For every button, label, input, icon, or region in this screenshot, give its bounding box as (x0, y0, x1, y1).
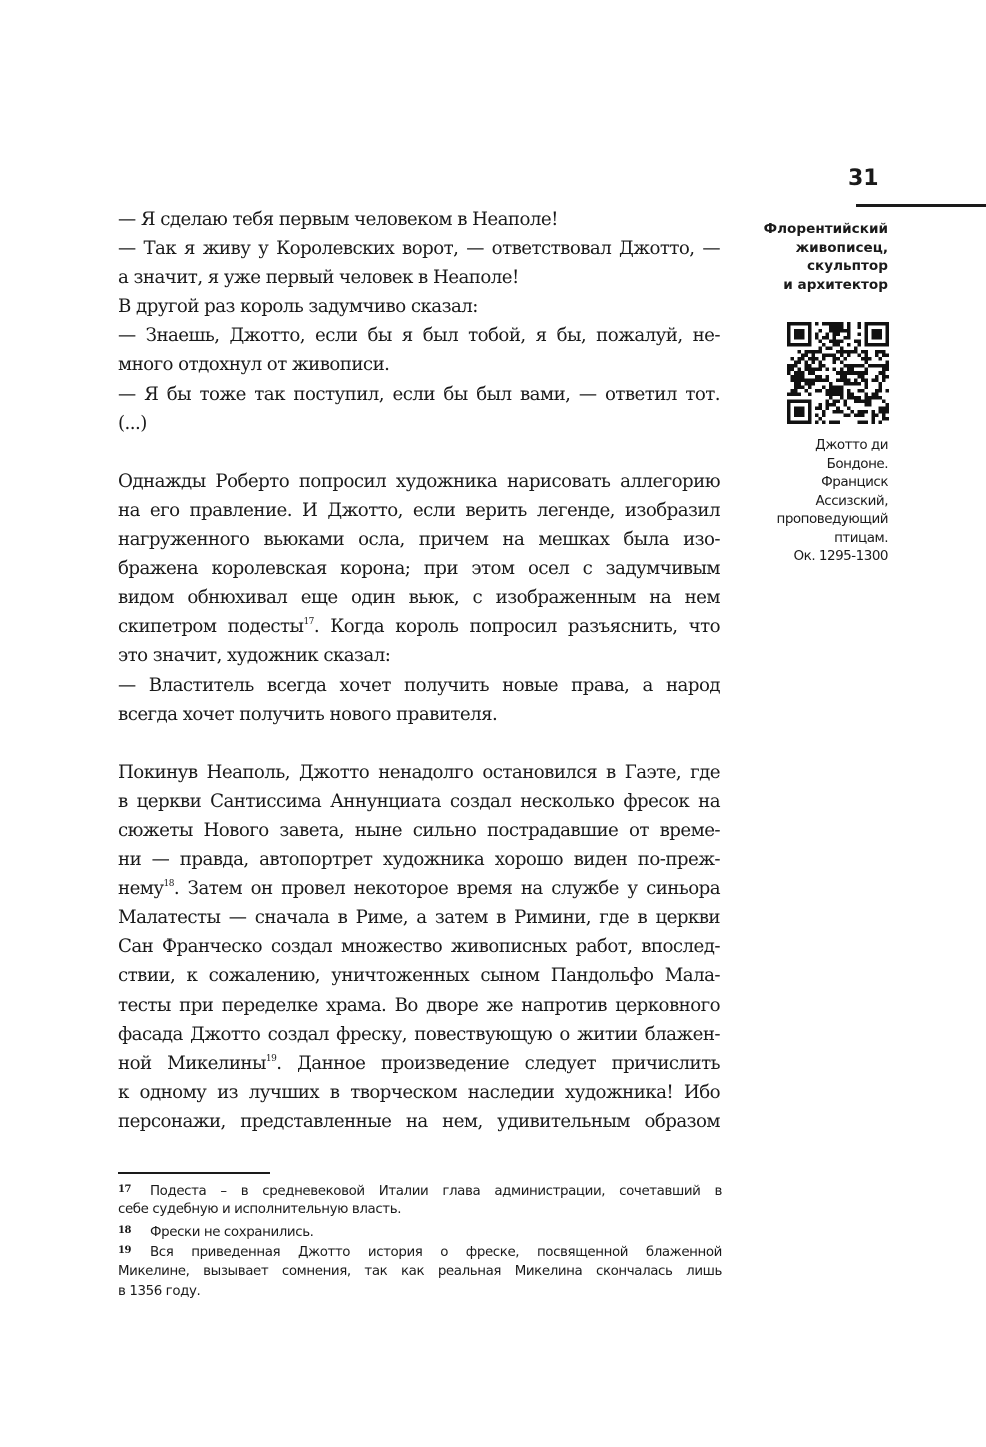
sidenote-title-line: Флорентийский (763, 221, 888, 237)
sidenote-title-line: скульптор (806, 258, 888, 274)
paragraph-allegory (118, 467, 720, 729)
text-line: Сан Франческо создал множество живописных работ, впослед- (118, 936, 720, 958)
text-line: в церкви Сантиссима Аннунциата создал несколько фресок на (118, 790, 720, 812)
text-fragment: скипетром подесты (118, 616, 304, 638)
text-line: (...) (118, 412, 147, 434)
caption-line: птицам. (834, 529, 888, 546)
caption-line: Ассизский, (815, 492, 888, 509)
text-line: Малатесты — сначала в Риме, а затем в Римини, где в церкви (118, 907, 720, 929)
text-line: персонажи, представленные на нем, удивительным образом (118, 1110, 720, 1132)
footnote-text: Вся приведенная Джотто история о фреске, посвященной блаженной (150, 1245, 722, 1261)
text-line: тесты при переделке храма. Во дворе же напротив церковного (118, 994, 720, 1016)
sidenote-title-line: живописец, (795, 239, 888, 256)
caption-line: Ок. 1295-1300 (793, 548, 888, 564)
text-line: на его правление. И Джотто, если верить легенде, изобразил (118, 499, 720, 521)
text-fragment: ной Микелины (118, 1052, 266, 1074)
text-line: фасада Джотто создал фреску, повествующую о житии блажен- (118, 1023, 720, 1045)
text-fragment: нему (118, 878, 164, 900)
text-fragment: . Затем он провел некоторое время на службе у синьора (173, 878, 720, 900)
footnote-line (118, 1221, 722, 1241)
footnote-number: 18 (118, 1224, 132, 1236)
text-line: — Властитель всегда хочет получить новые права, а народ (118, 674, 720, 696)
footnote-line (118, 1180, 722, 1200)
text-line: Однажды Роберто попросил художника нарисовать аллегорию (118, 470, 720, 492)
footnote-number: 19 (118, 1245, 132, 1257)
footnote-line: в 1356 году. (118, 1283, 201, 1299)
text-line: — Так я живу у Королевских ворот, — ответствовал Джотто, — (118, 238, 720, 260)
paragraph-gaeta (118, 758, 720, 1136)
footnote-line: себе судебную и исполнительную власть. (118, 1202, 402, 1218)
main-text (118, 205, 720, 1136)
text-line: сюжеты Нового завета, ныне сильно пострадавшие от време- (118, 819, 720, 841)
text-line (118, 612, 720, 641)
text-line: а значит, я уже первый человек в Неаполе! (118, 267, 519, 289)
footnote-17 (118, 1180, 722, 1221)
footnote-text: Подеста – в средневековой Италии глава администрации, сочетавший в (150, 1184, 722, 1199)
text-fragment: . Когда король попросил разъяснить, что (313, 616, 720, 638)
sidenote-title-line: и архитектор (783, 276, 888, 293)
footnote-line (118, 1241, 722, 1261)
text-line: это значит, художник сказал: (118, 645, 391, 667)
caption-line: Франциск (821, 474, 888, 490)
text-line: всегда хочет получить нового правителя. (118, 703, 498, 725)
text-line: много отдохнул от живописи. (118, 354, 390, 376)
paragraph-dialogue (118, 205, 720, 438)
text-line: Покинув Неаполь, Джотто ненадолго остановился в Гаэте, где (118, 761, 720, 783)
text-line (118, 874, 720, 903)
footnote-rule (118, 1172, 270, 1174)
paragraph-gap (118, 729, 720, 758)
text-line: — Знаешь, Джотто, если бы я был тобой, я бы, пожалуй, не- (118, 325, 720, 347)
footnote-text: Фрески не сохранились. (150, 1224, 314, 1240)
image-caption (718, 436, 888, 566)
text-line: бражена королевская корона; при этом осел с задумчивым (118, 558, 720, 580)
text-fragment: . Данное произведение следует причислить (276, 1052, 720, 1074)
text-line: ни — правда, автопортрет художника хорошо виден по-преж- (118, 849, 720, 871)
text-line: В другой раз король задумчиво сказал: (118, 296, 478, 318)
caption-line: Бондоне. (826, 455, 888, 472)
paragraph-gap (118, 438, 720, 467)
text-line: — Я сделаю тебя первым человеком в Неаполе! (118, 209, 558, 230)
text-line (118, 1049, 720, 1078)
text-line: видом обнюхивал еще один вьюк, с изображенным на нем (118, 587, 720, 609)
text-line: нагруженного вьюками осла, причем на мешках была изо- (118, 529, 720, 551)
footnote-line: Микелине, вызывает сомнения, так как реальная Микелина скончалась лишь (118, 1263, 722, 1279)
text-line: к одному из лучших в творческом наследии художника! Ибо (118, 1081, 720, 1103)
footnote-ref-18[interactable]: 18 (163, 879, 174, 890)
footnote-18 (118, 1221, 722, 1241)
footnote-19 (118, 1241, 722, 1302)
qr-code-icon[interactable] (787, 322, 889, 424)
footnote-number: 17 (118, 1184, 132, 1195)
footnote-ref-17[interactable]: 17 (303, 617, 314, 628)
caption-line: проповедующий (776, 511, 888, 527)
caption-line: Джотто ди (815, 437, 888, 453)
text-line: — Я бы тоже так поступил, если бы был вами, — ответил тот. (118, 383, 720, 405)
header-rule (856, 204, 986, 207)
footnote-ref-19[interactable]: 19 (265, 1053, 277, 1064)
page-number: 31 (848, 166, 879, 191)
footnotes (118, 1180, 722, 1302)
text-line: ствии, к сожалению, уничтоженных сыном Пандольфо Мала- (118, 965, 720, 987)
